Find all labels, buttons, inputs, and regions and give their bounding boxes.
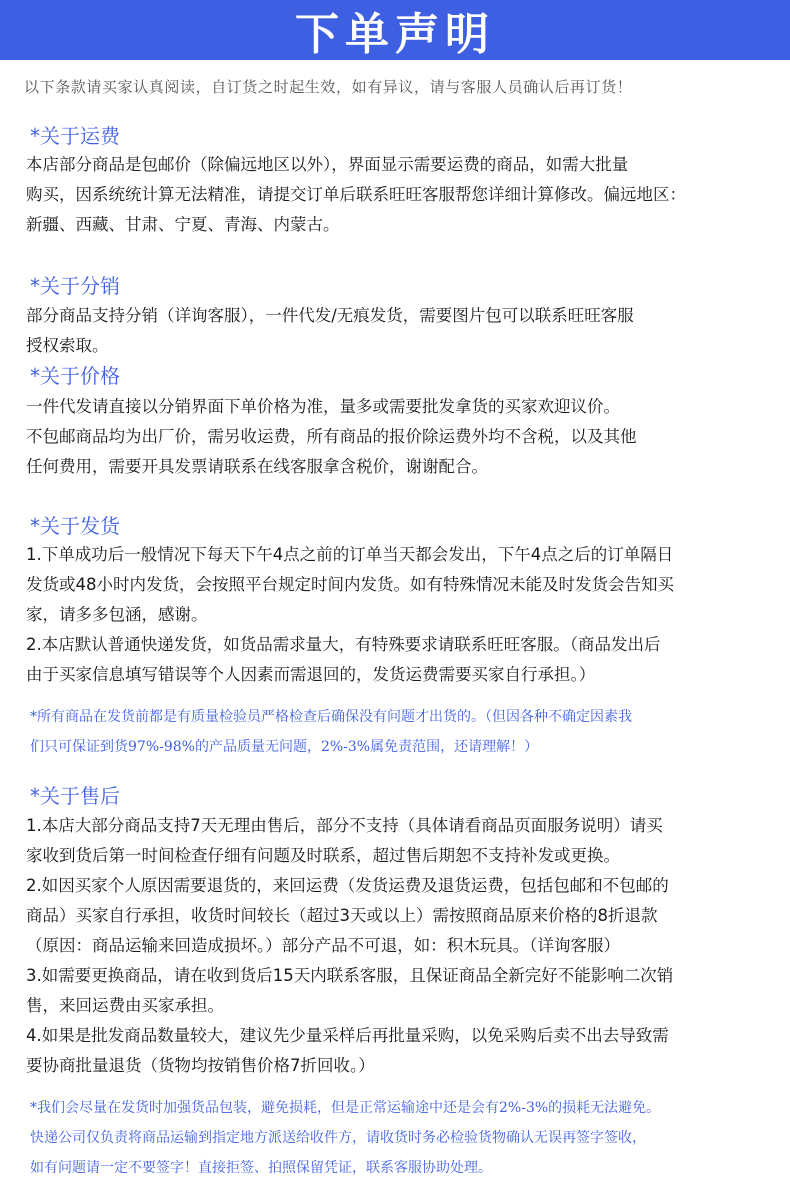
section-heading-after-sales: *关于售后 [30, 784, 120, 808]
section-heading-shipping-fee: *关于运费 [30, 124, 120, 148]
text-line: 家，请多多包涵，感谢。 [26, 605, 208, 624]
text-line: （原因：商品运输来回造成损坏。）部分产品不可退，如：积木玩具。（详询客服） [26, 936, 620, 955]
header-banner [0, 0, 790, 60]
text-line: 商品）买家自行承担，收货时间较长（超过3天或以上）需按照商品原来价格的8折退款 [26, 906, 658, 925]
text-line: 3.如需要更换商品，请在收到货后15天内联系客服，且保证商品全新完好不能影响二次销 [26, 966, 674, 985]
section-body-after-sales [26, 811, 778, 1081]
text-line: 购买，因系统统计算无法精准，请提交订单后联系旺旺客服帮您详细计算修改。偏远地区： [26, 185, 686, 204]
text-line: 2.如因买家个人原因需要退货的，来回运费（发货运费及退货运费，包括包邮和不包邮的 [26, 876, 669, 895]
text-line: 本店部分商品是包邮价（除偏远地区以外），界面显示需要运费的商品，如需大批量 [26, 155, 629, 174]
section-heading-distribution: *关于分销 [30, 274, 120, 298]
text-line: 售，来回运费由买家承担。 [26, 996, 224, 1015]
section-heading-delivery: *关于发货 [30, 514, 120, 538]
after-sales-packaging-note [30, 1093, 782, 1183]
text-line: 授权索取。 [26, 336, 109, 355]
text-line: 由于买家信息填写错误等个人因素而需退回的，发货运费需要买家自行承担。） [26, 665, 596, 684]
text-line: 1.下单成功后一般情况下每天下午4点之前的订单当天都会发出，下午4点之后的订单隔日 [26, 545, 674, 564]
text-line: 发货或48小时内发货，会按照平台规定时间内发货。如有特殊情况未能及时发货会告知买 [26, 575, 674, 594]
note-line: *所有商品在发货前都是有质量检验员严格检查后确保没有问题才出货的。（但因各种不确定因素我 [30, 709, 632, 725]
text-line: 4.如果是批发商品数量较大，建议先少量采样后再批量采购，以免采购后卖不出去导致需 [26, 1026, 669, 1045]
text-line: 新疆、西藏、甘肃、宁夏、青海、内蒙古。 [26, 215, 340, 234]
note-line: 如有问题请一定不要签字！直接拒签、拍照保留凭证，联系客服协助处理。 [30, 1160, 492, 1176]
text-line: 一件代发请直接以分销界面下单价格为准，量多或需要批发拿货的买家欢迎议价。 [26, 397, 620, 416]
section-body-distribution [26, 301, 778, 361]
note-line: 们只可保证到货97%-98%的产品质量无问题，2%-3%属免责范围，还请理解！） [30, 739, 539, 755]
text-line: 任何费用，需要开具发票请联系在线客服拿含税价，谢谢配合。 [26, 457, 488, 476]
note-line: 快递公司仅负责将商品运输到指定地方派送给收件方，请收货时务必检验货物确认无误再签字签收， [30, 1130, 646, 1146]
text-line: 2.本店默认普通快递发货，如货品需求量大，有特殊要求请联系旺旺客服。（商品发出后 [26, 635, 661, 654]
note-line: *我们会尽量在发货时加强货品包装，避免损耗，但是正常运输途中还是会有2%-3%的损耗无法避免。 [30, 1100, 661, 1116]
page-title: 下单声明 [295, 9, 495, 60]
section-body-shipping-fee [26, 150, 778, 240]
delivery-quality-note [30, 702, 782, 762]
section-body-delivery [26, 540, 778, 690]
text-line: 部分商品支持分销（详询客服），一件代发/无痕发货，需要图片包可以联系旺旺客服 [26, 306, 634, 325]
text-line: 不包邮商品均为出厂价，需另收运费，所有商品的报价除运费外均不含税，以及其他 [26, 427, 637, 446]
text-line: 1.本店大部分商品支持7天无理由售后，部分不支持（具体请看商品页面服务说明）请买 [26, 816, 663, 835]
text-line: 家收到货后第一时间检查仔细有问题及时联系，超过售后期恕不支持补发或更换。 [26, 846, 620, 865]
section-body-price [26, 392, 778, 482]
section-heading-price: *关于价格 [30, 364, 120, 388]
text-line: 要协商批量退货（货物均按销售价格7折回收。） [26, 1056, 375, 1075]
intro-text: 以下条款请买家认真阅读，自订货之时起生效，如有异议，请与客服人员确认后再订货！ [24, 78, 633, 96]
